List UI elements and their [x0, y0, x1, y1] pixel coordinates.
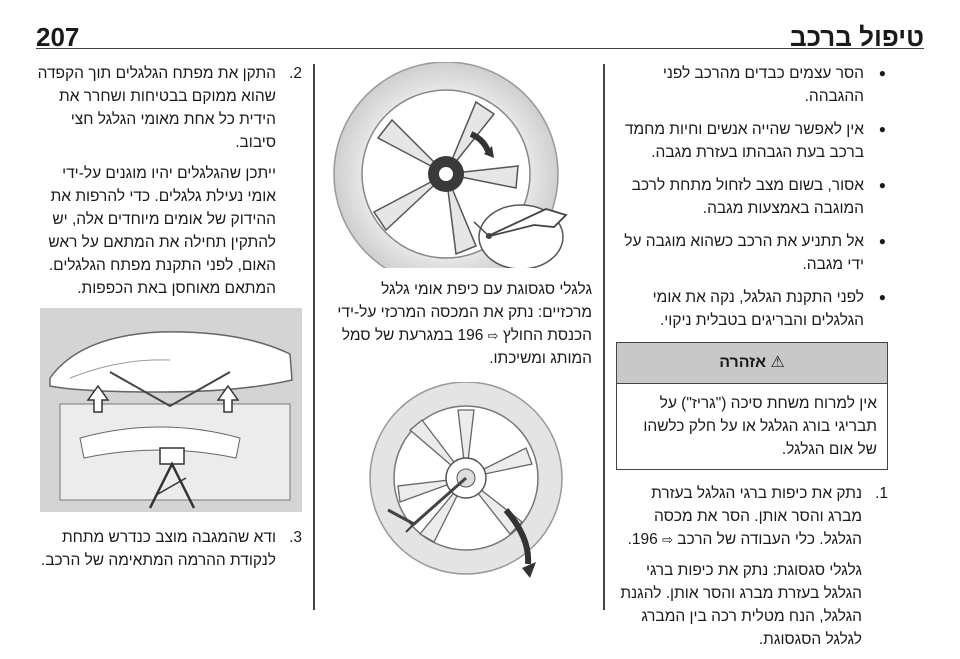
step-1-note: גלגלי סגסוגת: נתק את כיפות ברגי הגלגל בעזרת מברג והסר אותן. להגנת הגלגל, הנח מטלית רכה בין המברג לגלגל הסגסוגת. [620, 562, 862, 648]
caption-text-end: במגרעת של סמל המותג ומשיכתו. [341, 327, 592, 367]
reference-arrow-icon: ⇨ [487, 328, 499, 343]
column-divider-right [603, 64, 605, 610]
list-item: ● אסור, בשום מצב לזחול מתחת לרכב המוגבה באמצעות מגבה. [616, 174, 888, 220]
caption-text: גלגלי סגסוגת עם כיפת אומי גלגל מרכזיים: נתק את המכסה המרכזי על-ידי הכנסת החולץ [337, 281, 592, 344]
jack-point-illustration [40, 308, 302, 512]
column-divider-left [313, 64, 315, 610]
page-reference: 196 [631, 531, 658, 548]
step-text-end: . [627, 531, 632, 548]
list-item: ● אל תתניע את הרכב כשהוא מוגבה על ידי מגבה. [616, 230, 888, 276]
alloy-wheel-illustration [326, 382, 592, 580]
step-1 [616, 482, 888, 551]
step-text: נתק את כיפות ברגי הגלגל בעזרת מברג והסר אותן. הסר את מכסה הגלגל. כלי העבודה של הרכב [651, 485, 862, 548]
section-title: טיפול ברכב [790, 22, 924, 52]
step-number: 3. [289, 529, 302, 546]
warning-text: אין למרוח משחת סיכה ("גריז") על תבריגי בורג הגלגל או על חלק כלשהו של אום הגלגל. [643, 395, 877, 458]
right-column [616, 62, 888, 659]
step-3 [36, 526, 302, 572]
wheel-cap-illustration [326, 62, 592, 268]
list-item: ● לפני התקנת הגלגל, נקה את אומי הגלגלים והבריגים בטבלית ניקוי. [616, 286, 888, 332]
step-number: 1. [875, 485, 888, 502]
left-column [36, 62, 302, 580]
alloy-wheel-drawing [326, 382, 592, 580]
step-number: 2. [289, 65, 302, 82]
step-text: ודא שהמגבה מוצב כנדרש מתחת לנקודת ההרמה המתאימה של הרכב. [40, 529, 276, 569]
header-rule [36, 48, 924, 49]
page-number: 207 [36, 22, 80, 52]
hubcap-removal-drawing [326, 62, 592, 268]
precautions-list [616, 62, 888, 332]
middle-column [326, 62, 592, 580]
page-header [0, 0, 960, 52]
list-item: ● אין לאפשר שהייה אנשים וחיות מחמד ברכב בעת הגבהתו בעזרת מגבה. [616, 118, 888, 164]
warning-header [617, 343, 887, 384]
warning-icon: ⚠ [770, 354, 785, 371]
list-item: ● הסר עצמים כבדים מהרכב לפני ההגבהה. [616, 62, 888, 108]
step-2-note: ייתכן שהגלגלים יהיו מוגנים על-ידי אומי נעילת גלגלים. כדי להרפות את ההידוק של אומים מיוחדים אלה, יש להתקין תחילה את המתאם על ראש האום, לפני התקנת מפתח הגלגלים. המתאם מאוחסן באת הכפפות. [48, 165, 276, 297]
step-2 [36, 62, 302, 154]
page-reference: 196 [457, 327, 484, 344]
warning-box [616, 342, 888, 470]
warning-title: אזהרה [719, 354, 766, 371]
step-text: התקן את מפתח הגלגלים תוך הקפדה שהוא ממוקם בבטיחות ושחרר את הידית כל אחת מאומי הגלגל חצי סיבוב. [37, 65, 276, 151]
reference-arrow-icon: ⇨ [662, 532, 673, 547]
car-jack-drawing [40, 308, 302, 512]
figure-caption [326, 278, 592, 370]
